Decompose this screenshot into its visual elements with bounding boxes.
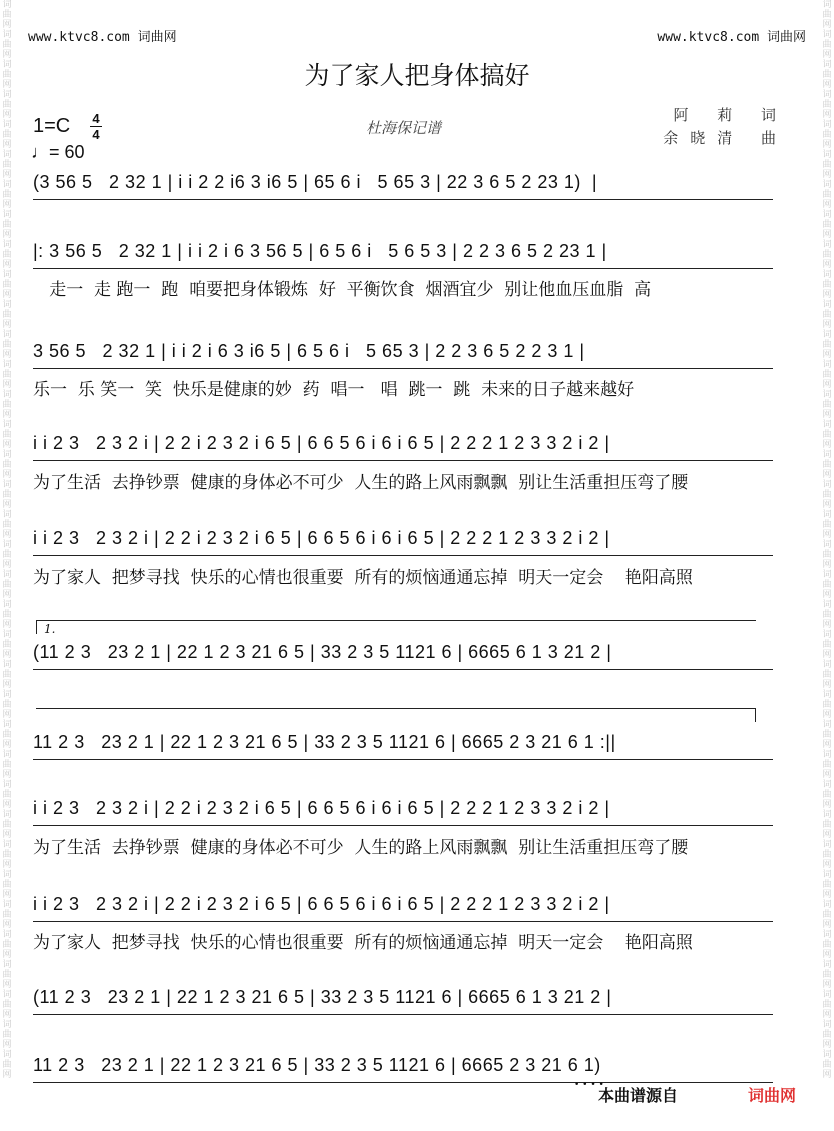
time-signature	[90, 112, 102, 141]
watermark-left: 词曲网词曲网词曲网词曲网词曲网词曲网词曲网词曲网词曲网词曲网词曲网词曲网词曲网词曲网词曲网词曲网词曲网词曲网词曲网词曲网词曲网词曲网词曲网词曲网词曲网词曲网词曲网词曲网词曲网词曲网词曲网词曲网词曲网词曲网词曲网词曲网	[2, 0, 12, 1080]
music-notes: (3 56 5 2 32 1 | i i 2 2 i6 3 i6 5 | 65 6 i 5 65 3 | 22 3 6 5 2 23 1) |	[33, 172, 598, 192]
lyric-line-8: 为了生活 去挣钞票 健康的身体必不可少 人生的路上风雨飘飘 别让生活重担压弯了腰	[33, 838, 689, 857]
music-notes: (11 2 3 23 2 1 | 22 1 2 3 21 6 5 | 33 2 3 5 1121 6 | 6665 6 1 3 21 2 |	[33, 642, 612, 662]
lyric-line-3: 乐一 乐 笑一 笑 快乐是健康的妙 药 唱一 唱 跳一 跳 未来的日子越来越好	[33, 380, 635, 399]
music-notes: 3 56 5 2 32 1 | i i 2 i 6 3 i6 5 | 6 5 6 i 5 65 3 | 2 2 3 6 5 2 2 3 1 |	[33, 341, 585, 361]
song-title: 为了家人把身体搞好	[304, 61, 530, 90]
score-line-6	[33, 642, 783, 672]
score-line-4	[33, 433, 783, 463]
site-url-left: www.ktvc8.com 词曲网	[28, 30, 177, 45]
tempo-marking: ♩= 60	[31, 142, 85, 162]
site-url-right: www.ktvc8.com 词曲网	[657, 30, 806, 45]
composer-credit: 余晓清 曲	[663, 129, 788, 147]
key-signature: 1=C	[33, 115, 71, 137]
volta-label: 1.	[44, 622, 56, 636]
meter-top: 4	[92, 111, 100, 126]
score-line-8	[33, 798, 783, 828]
transcriber-credit: 杜海保记谱	[366, 119, 442, 137]
music-notes: 11 2 3 23 2 1 | 22 1 2 3 21 6 5 | 33 2 3 5 1121 6 | 6665 2 3 21 6 1)	[33, 1055, 601, 1075]
score-line-3	[33, 341, 783, 371]
score-line-7	[33, 732, 783, 762]
score-line-5	[33, 528, 783, 558]
score-line-2	[33, 241, 783, 271]
lyric-line-5: 为了家人 把梦寻找 快乐的心情也很重要 所有的烦恼通通忘掉 明天一定会 艳阳高照	[33, 568, 693, 587]
lyric-line-2: 走一 走 跑一 跑 咱要把身体锻炼 好 平衡饮食 烟酒宜少 别让他血压血脂 高	[33, 280, 652, 299]
music-notes: i i 2 3 2 3 2 i | 2 2 i 2 3 2 i 6 5 | 6 6 5 6 i 6 i 6 5 | 2 2 2 1 2 3 3 2 i 2 |	[33, 798, 610, 818]
volta-bracket-right	[755, 708, 756, 722]
score-line-9	[33, 894, 783, 924]
music-notes: i i 2 3 2 3 2 i | 2 2 i 2 3 2 i 6 5 | 6 6 5 6 i 6 i 6 5 | 2 2 2 1 2 3 3 2 i 2 |	[33, 894, 610, 914]
score-line-11	[33, 1055, 783, 1085]
music-notes: (11 2 3 23 2 1 | 22 1 2 3 21 6 5 | 33 2 3 5 1121 6 | 6665 6 1 3 21 2 |	[33, 987, 612, 1007]
footer-dots: • • • •	[574, 1080, 604, 1090]
music-notes: i i 2 3 2 3 2 i | 2 2 i 2 3 2 i 6 5 | 6 6 5 6 i 6 i 6 5 | 2 2 2 1 2 3 3 2 i 2 |	[33, 433, 610, 453]
watermark-right: 词曲网词曲网词曲网词曲网词曲网词曲网词曲网词曲网词曲网词曲网词曲网词曲网词曲网词曲网词曲网词曲网词曲网词曲网词曲网词曲网词曲网词曲网词曲网词曲网词曲网词曲网词曲网词曲网词曲网词曲网词曲网词曲网词曲网词曲网词曲网词曲网	[822, 0, 832, 1080]
music-notes: i i 2 3 2 3 2 i | 2 2 i 2 3 2 i 6 5 | 6 6 5 6 i 6 i 6 5 | 2 2 2 1 2 3 3 2 i 2 |	[33, 528, 610, 548]
lyric-line-4: 为了生活 去挣钞票 健康的身体必不可少 人生的路上风雨飘飘 别让生活重担压弯了腰	[33, 473, 689, 492]
lyric-line-9: 为了家人 把梦寻找 快乐的心情也很重要 所有的烦恼通通忘掉 明天一定会 艳阳高照	[33, 933, 693, 952]
volta-bracket-2	[36, 708, 756, 709]
music-notes: 11 2 3 23 2 1 | 22 1 2 3 21 6 5 | 33 2 3 5 1121 6 | 6665 2 3 21 6 1 :||	[33, 732, 616, 752]
score-line-10	[33, 987, 783, 1017]
footer-logo: 词曲网	[748, 1086, 797, 1105]
footer-source: 本曲谱源自	[598, 1086, 679, 1105]
volta-bracket	[36, 620, 756, 621]
music-notes: |: 3 56 5 2 32 1 | i i 2 i 6 3 56 5 | 6 5 6 i 5 6 5 3 | 2 2 3 6 5 2 23 1 |	[33, 241, 607, 261]
score-line-1	[33, 172, 783, 202]
lyricist-credit: 阿 莉 词	[673, 106, 788, 124]
volta-bracket-left	[36, 620, 37, 634]
meter-bottom: 4	[92, 127, 100, 142]
